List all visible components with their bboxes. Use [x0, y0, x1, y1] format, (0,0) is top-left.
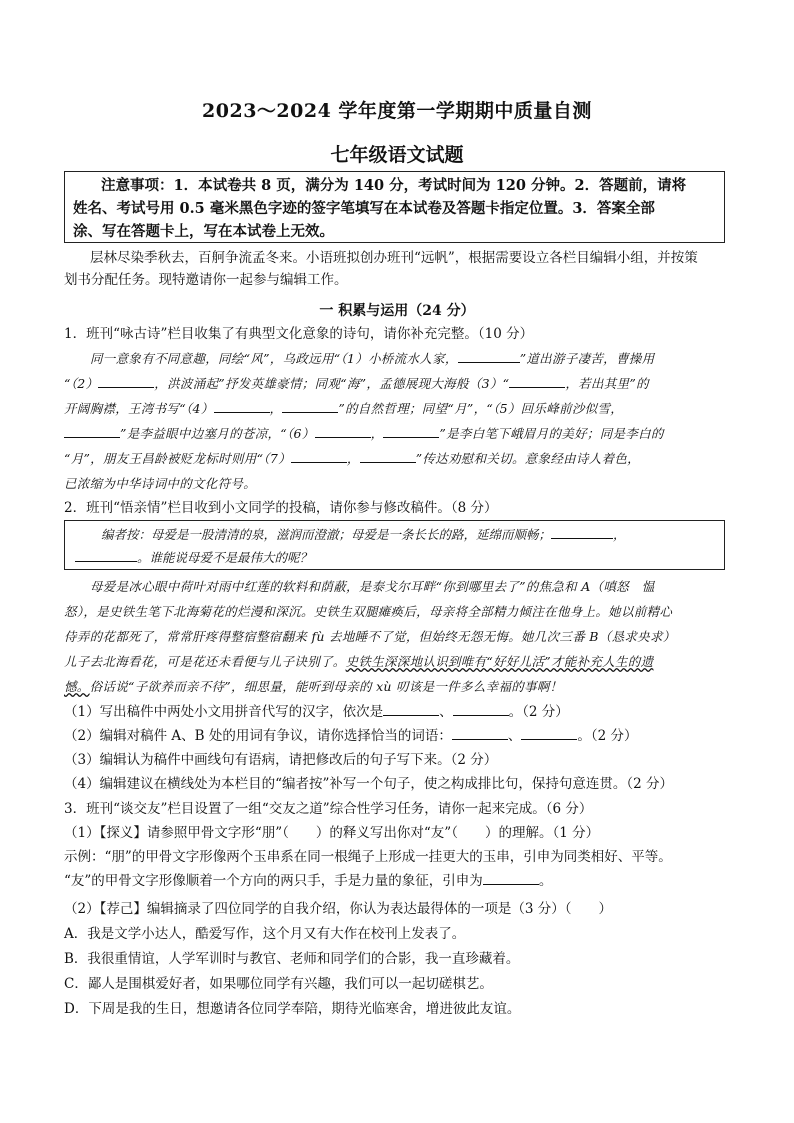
q3-sub-2: （2）【荐己】编辑摘录了四位同学的自我介绍，你认为表达最得体的一项是（3 分）（ ）: [64, 901, 612, 917]
q3-stem: 3．班刊“谈交友”栏目设置了一组“交友之道”综合性学习任务，请你一起来完成。（6 分）: [64, 801, 593, 817]
answer-blank[interactable]: [214, 398, 270, 413]
q2-sub-3: （3）编辑认为稿件中画线句有语病，请把修改后的句子写下来。（2 分）: [64, 752, 498, 768]
notice-line-3: 涂、写在答题卡上，写在本试卷上无效。: [73, 223, 334, 240]
answer-blank[interactable]: [452, 725, 508, 740]
underlined-sentence-end: 憾。: [64, 679, 90, 694]
exam-subtitle: 七年级语文试题: [330, 144, 464, 166]
q3-example: 示例：“朋”的甲骨文字形像两个玉串系在同一根绳子上形成一挂更大的玉串，引申为同类相好、平等。: [64, 849, 672, 865]
exam-title: 2023～2024 学年度第一学期期中质量自测: [202, 100, 592, 122]
answer-blank[interactable]: [98, 373, 154, 388]
answer-blank[interactable]: [315, 423, 371, 438]
q3-sub-1: （1）【探义】请参照甲骨文字形“朋”（ ）的释义写出你对“友”（ ）的理解。（1 分）: [64, 825, 600, 841]
answer-blank[interactable]: [360, 448, 416, 463]
q1-stem: 1．班刊“咏古诗”栏目收集了有典型文化意象的诗句，请你补充完整。（10 分）: [64, 326, 534, 342]
q3-you-line: “友”的甲骨文字形像顺着一个方向的两只手，手是力量的象征，引申为 。: [64, 870, 740, 892]
option-b: B．我很重情谊，人学军训时与教官、老师和同学们的合影，我一直珍藏着。: [64, 951, 520, 967]
q1-passage: 同一意象有不同意趣，同绘“风”，乌政远用“（1）小桥流水人家， ”道出游子凄苦，曹操用 “（2） ，洪波涌起”抒发英雄豪情；同观“海”，孟德展现大海般（3）“ ，若出其里”的 开阔胸襟，王湾书写“（4） ， ”的自然哲理；同望“月”，“（5）回乐峰前沙似雪， ”是李益眼中边塞月的苍凉，“（6） ， ”是李白笔下峨眉月的美好；同是李白的 “月”，朋友王昌龄被贬龙标时则用“（7） ， ”传达劝慰和关切。意象经由诗人着色， 已浓缩为中华诗词中的文化符号。: [64, 346, 740, 496]
underlined-sentence: 史铁生深深地认识到唯有“好好儿活”才能补充人生的遗: [345, 654, 654, 669]
intro-line-1: 层林尽染季秋去，百舸争流孟冬来。小语班拟创办班刊“远帆”，根据需要设立各栏目编辑小组，并按策: [90, 250, 698, 266]
section-heading: 一 积累与运用（24 分）: [319, 303, 475, 319]
q2-passage: 母爱是冰心眼中荷叶对雨中红莲的软料和荫蔽，是泰戈尔耳畔“你到哪里去了”的焦急和 A（嗔怒 愠 怒），是史铁生笔下北海菊花的烂漫和深沉。史铁生双腿瘫痪后，母亲将全部精力倾注在他身上。她以前精心 侍弄的花都死了，常常肝疼得整宿整宿翻来 fù 去地睡不了觉，但始终无怨无悔。她几次三番 B（恳求央求） 儿子去北海看花，可是花还未看便与儿子诀别了。史铁生深深地认识到唯有“好好儿活”才能补充人生的遗 憾。俗话说“子欲养而亲不待”，细思量，能听到母亲的 xù 叨该是一件多么幸福的事啊！: [64, 579, 676, 694]
q2-stem: 2．班刊“悟亲情”栏目收到小文同学的投稿，请你参与修改稿件。（8 分）: [64, 500, 498, 516]
q2-sub-4: （4）编辑建议在横线处为本栏目的“编者按”补写一个句子，使之构成排比句，保持句意连贯。（2 分）: [64, 776, 674, 792]
notice-line-2: 姓名、考试号用 0.5 毫米黑色字迹的签字笔填写在本试卷及答题卡指定位置。3．答案全部: [73, 200, 655, 217]
option-c: C．鄙人是围棋爱好者，如果哪位同学有兴趣，我们可以一起切磋棋艺。: [64, 976, 493, 992]
editor-note-box: 编者按：母爱是一股清清的泉，滋润而澄澈；母爱是一条长长的路，延绵而顺畅； ， 。谁能说母爱不是最伟大的呢？: [64, 520, 725, 570]
answer-blank[interactable]: [509, 373, 565, 388]
option-a: A．我是文学小达人，酷爱写作，这个月又有大作在校刊上发表了。: [64, 926, 466, 942]
answer-blank[interactable]: [521, 725, 577, 740]
intro-line-2: 划书分配任务。现特邀请你一起参与编辑工作。: [64, 272, 348, 288]
notice-line-1: 注意事项：1．本试卷共 8 页，满分为 140 分，考试时间为 120 分钟。2．答题前，请将: [101, 177, 687, 194]
answer-blank[interactable]: [483, 870, 539, 885]
intro-paragraph: [64, 247, 740, 291]
answer-blank[interactable]: [383, 701, 439, 716]
answer-blank[interactable]: [551, 524, 613, 539]
q2-sub-2: （2）编辑对稿件 A、B 处的用词有争议，请你选择恰当的词语： 、 。（2 分）: [64, 725, 740, 747]
answer-blank[interactable]: [458, 348, 520, 363]
answer-blank[interactable]: [75, 547, 137, 562]
answer-blank[interactable]: [383, 423, 439, 438]
answer-blank[interactable]: [64, 423, 120, 438]
answer-blank[interactable]: [453, 701, 509, 716]
option-d: D．下周是我的生日，想邀请各位同学奉陪，期待光临寒舍，增进彼此友谊。: [64, 1001, 521, 1017]
answer-blank[interactable]: [291, 448, 347, 463]
answer-blank[interactable]: [282, 398, 338, 413]
q2-sub-1: （1）写出稿件中两处小文用拼音代写的汉字，依次是 、 。（2 分）: [64, 701, 740, 723]
notice-box: [64, 171, 725, 243]
